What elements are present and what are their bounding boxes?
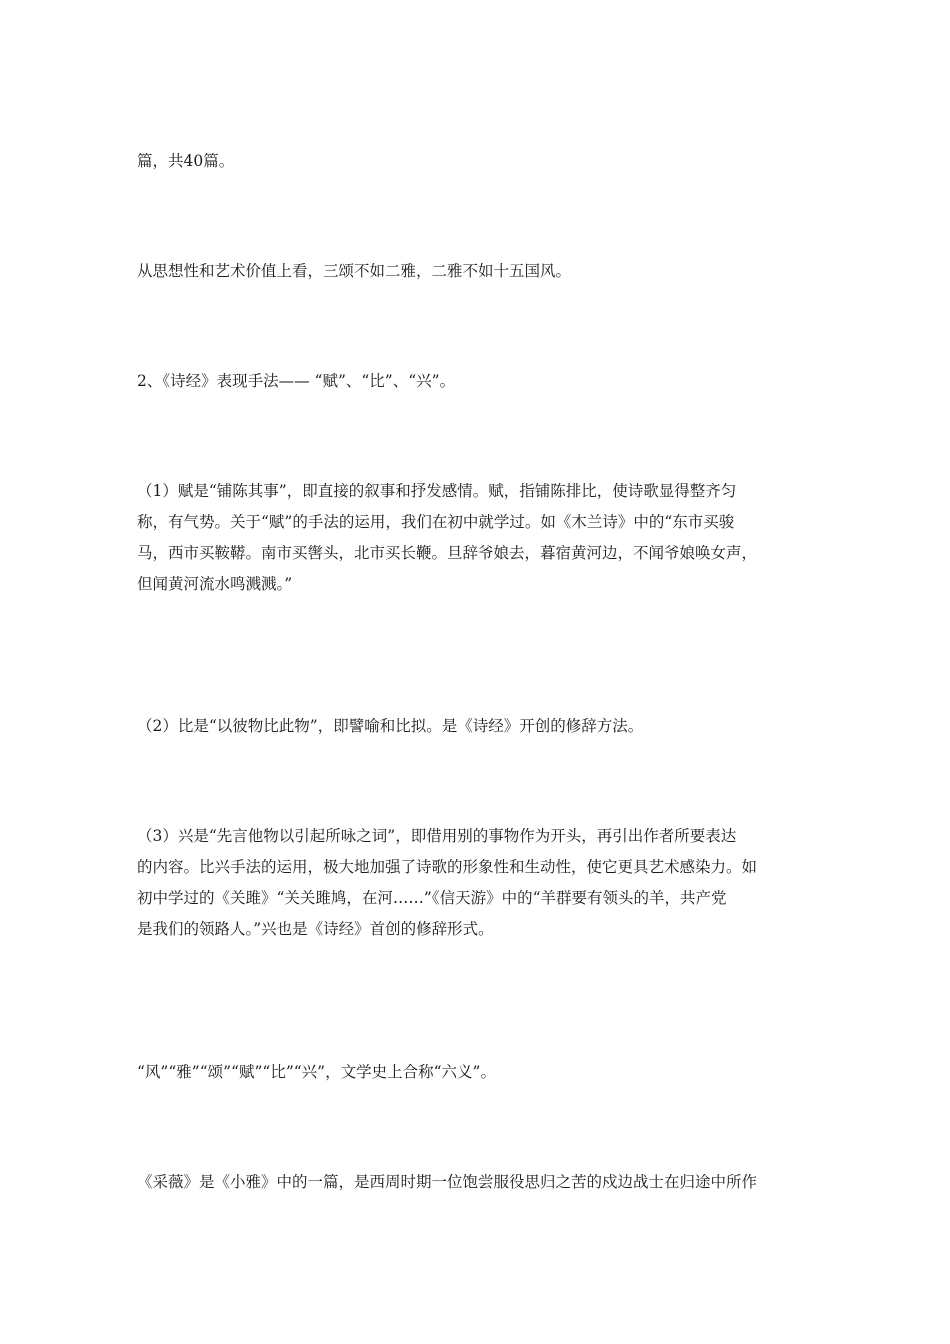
paragraph-line: 从思想性和艺术价值上看，三颂不如二雅，二雅不如十五国风。 [137,262,572,280]
paragraph-line: （1）赋是“铺陈其事”，即直接的叙事和抒发感情。赋，指铺陈排比，使诗歌显得整齐匀 [137,482,737,500]
paragraph-line: 马，西市买鞍鞯。南市买辔头，北市买长鞭。旦辞爷娘去，暮宿黄河边，不闻爷娘唤女声， [137,544,758,562]
paragraph-line: “风”“雅”“颂”“赋”“比”“兴”，文学史上合称“六义”。 [137,1063,496,1081]
paragraph-caiwei [137,1167,817,1198]
paragraph-line: 但闻黄河流水鸣溅溅。” [137,575,293,593]
paragraph-line: 是我们的领路人。”兴也是《诗经》首创的修辞形式。 [137,920,494,938]
paragraph-1 [137,146,817,177]
paragraph-line: 《采薇》是《小雅》中的一篇，是西周时期一位饱尝服役思归之苦的戍边战士在归途中所作 [137,1173,758,1191]
paragraph-xing [137,821,817,945]
paragraph-line: （2）比是“以彼物比此物”，即譬喻和比拟。是《诗经》开创的修辞方法。 [137,717,644,735]
paragraph-line: 称，有气势。关于“赋”的手法的运用，我们在初中就学过。如《木兰诗》中的“东市买骏 [137,513,735,531]
paragraph-2 [137,256,817,287]
paragraph-line: 2、《诗经》表现手法—— “赋”、“比”、“兴”。 [137,372,456,390]
section-heading-techniques [137,366,817,397]
paragraph-line: 初中学过的《关雎》“关关雎鸠，在河……”《信天游》中的“羊群要有领头的羊，共产党 [137,889,727,907]
paragraph-liuyi [137,1057,817,1088]
paragraph-bi [137,711,817,742]
paragraph-line: 的内容。比兴手法的运用，极大地加强了诗歌的形象性和生动性，使它更具艺术感染力。如 [137,858,758,876]
paragraph-line: 篇，共40篇。 [137,152,235,170]
paragraph-line: （3）兴是“先言他物以引起所咏之词”，即借用别的事物作为开头，再引出作者所要表达 [137,827,737,845]
paragraph-fu [137,476,817,600]
